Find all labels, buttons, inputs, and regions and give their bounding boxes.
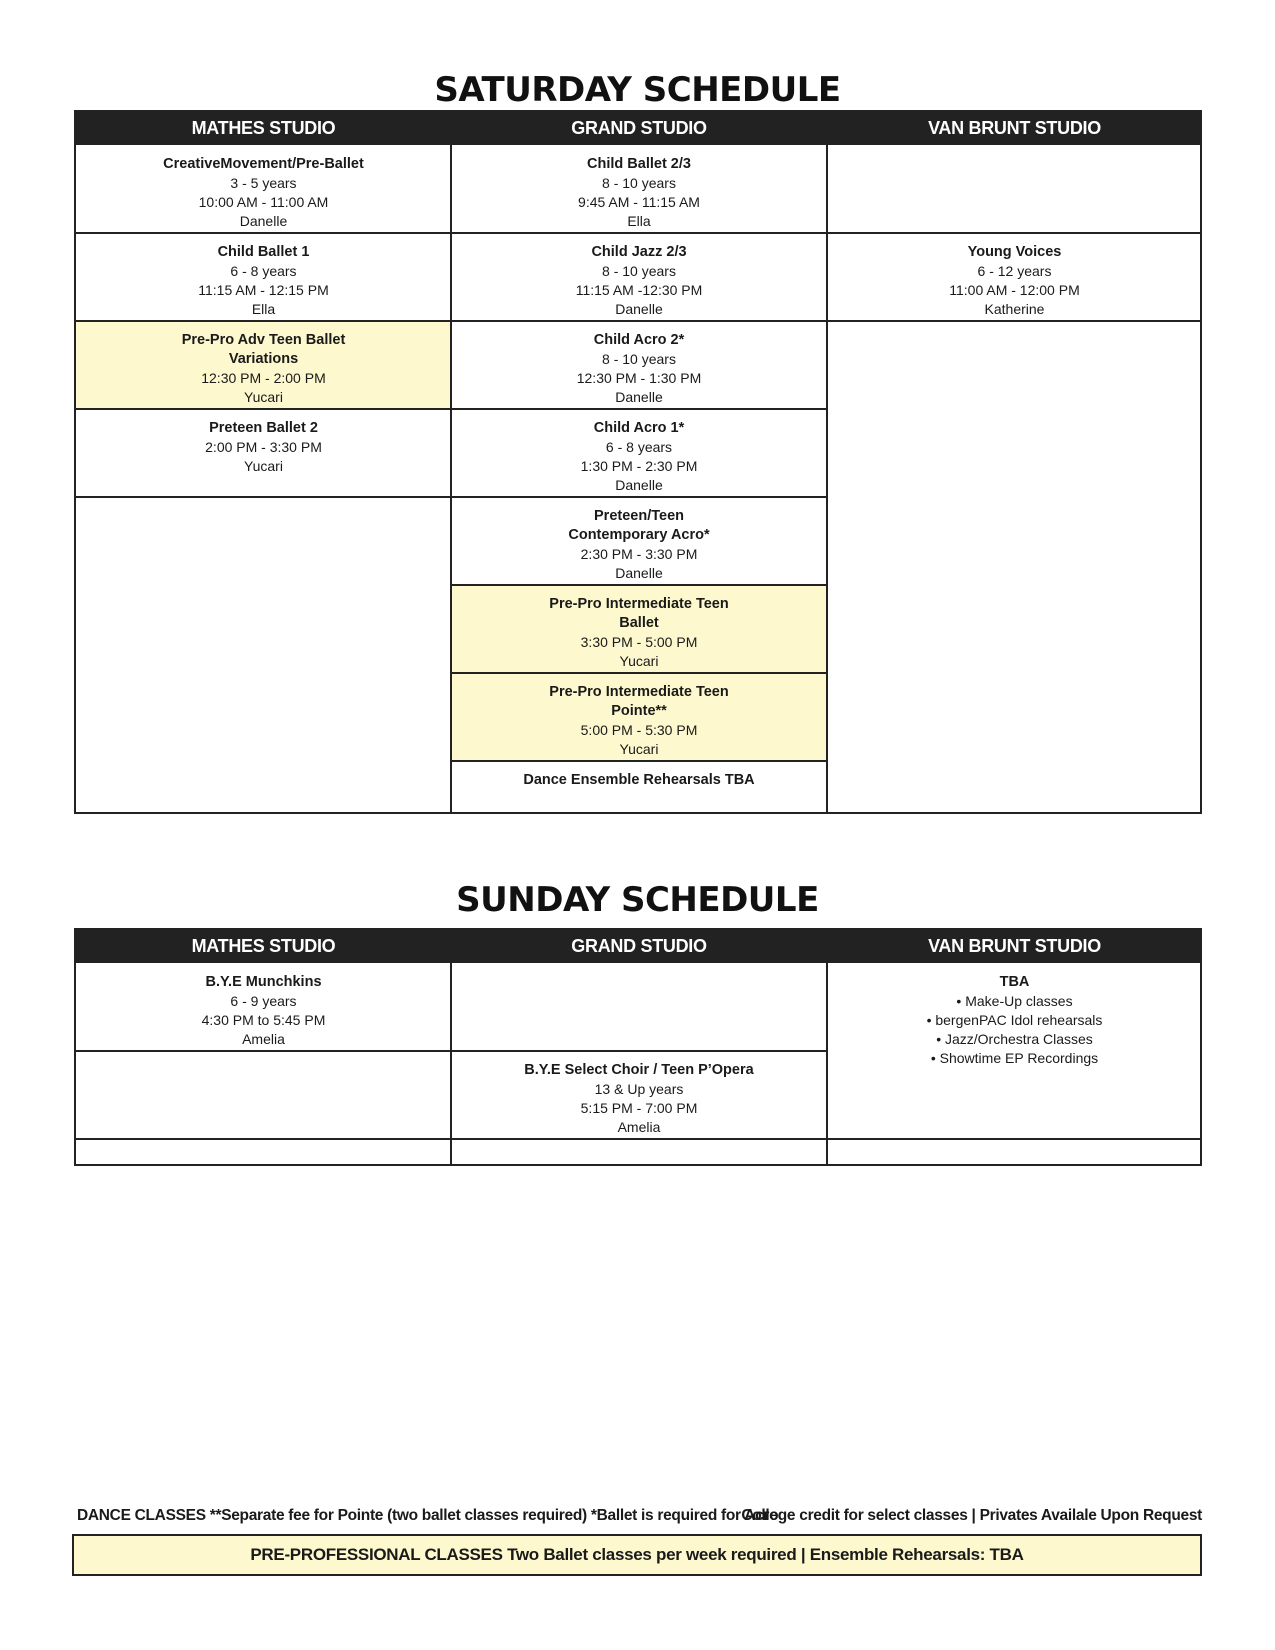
- class-name: TBA: [999, 974, 1030, 990]
- class-time: 5:00 PM - 5:30 PM: [580, 722, 698, 738]
- sunday-header-row: [76, 930, 1200, 963]
- class-slot: [451, 409, 827, 497]
- class-time: 12:30 PM - 1:30 PM: [576, 370, 702, 386]
- sunday-schedule-table: [74, 928, 1202, 1166]
- class-time: 2:00 PM - 3:30 PM: [205, 439, 322, 455]
- class-time: 1:30 PM - 2:30 PM: [580, 458, 698, 474]
- row-divider: [76, 1138, 1202, 1140]
- class-ages: 6 - 12 years: [977, 263, 1052, 279]
- class-instructor: Danelle: [615, 565, 663, 581]
- class-name: Child Ballet 2/3: [587, 156, 691, 172]
- class-ages: 3 - 5 years: [230, 175, 297, 191]
- class-instructor: Ella: [627, 213, 651, 229]
- row-divider: [76, 496, 827, 498]
- class-name: Pre-Pro Intermediate Teen Pointe**: [549, 684, 729, 719]
- class-slot-highlighted: [451, 673, 827, 761]
- class-slot-highlighted: [451, 585, 827, 673]
- class-slot: [76, 409, 451, 497]
- class-instructor: Danelle: [615, 389, 663, 405]
- column-header-grand: GRAND STUDIO: [571, 936, 707, 956]
- column-header-mathes: MATHES STUDIO: [191, 936, 336, 956]
- class-slot: [76, 233, 451, 321]
- class-instructor: Yucari: [619, 741, 659, 757]
- class-name: Dance Ensemble Rehearsals TBA: [523, 772, 755, 788]
- column-divider: [826, 930, 828, 1164]
- class-name: B.Y.E Munchkins: [205, 974, 322, 990]
- column-header-grand: GRAND STUDIO: [571, 118, 707, 138]
- class-name: Preteen Ballet 2: [209, 420, 318, 436]
- class-ages: 6 - 8 years: [230, 263, 297, 279]
- row-divider: [451, 760, 827, 762]
- class-slot: [451, 233, 827, 321]
- class-name: Child Acro 2*: [593, 332, 685, 348]
- class-ages: 8 - 10 years: [602, 175, 676, 191]
- class-time: 4:30 PM to 5:45 PM: [201, 1012, 326, 1028]
- class-detail: • Showtime EP Recordings: [930, 1050, 1099, 1066]
- column-header-van-brunt: VAN BRUNT STUDIO: [928, 936, 1101, 956]
- row-divider: [76, 408, 827, 410]
- class-slot: [827, 233, 1202, 321]
- class-name: Preteen/Teen Contemporary Acro*: [568, 508, 710, 543]
- class-instructor: Danelle: [615, 301, 663, 317]
- column-divider: [826, 112, 828, 812]
- class-name: Child Jazz 2/3: [591, 244, 687, 260]
- class-ages: 6 - 9 years: [230, 993, 297, 1009]
- row-divider: [76, 1050, 827, 1052]
- row-divider: [76, 320, 1202, 322]
- class-slot: [451, 1051, 827, 1139]
- class-instructor: Katherine: [984, 301, 1045, 317]
- saturday-schedule-table: [74, 110, 1202, 814]
- class-detail: • Jazz/Orchestra Classes: [936, 1031, 1093, 1047]
- class-ages: 6 - 8 years: [605, 439, 673, 455]
- class-detail: • bergenPAC Idol rehearsals: [926, 1012, 1103, 1028]
- class-name: Young Voices: [967, 244, 1062, 260]
- class-slot: [76, 145, 451, 233]
- class-ages: 13 & Up years: [594, 1081, 684, 1097]
- class-instructor: Ella: [251, 301, 276, 317]
- class-name: B.Y.E Select Choir / Teen P’Opera: [524, 1062, 754, 1078]
- column-divider: [450, 930, 452, 1164]
- class-ages: 8 - 10 years: [602, 263, 676, 279]
- column-header-mathes: MATHES STUDIO: [191, 118, 336, 138]
- class-name: Pre-Pro Intermediate Teen Ballet: [549, 596, 729, 631]
- class-slot-highlighted: [76, 321, 451, 409]
- class-time: 5:15 PM - 7:00 PM: [580, 1100, 698, 1116]
- class-slot: [827, 963, 1202, 1139]
- class-instructor: Yucari: [244, 389, 283, 405]
- class-name: Pre-Pro Adv Teen Ballet Variations: [181, 332, 346, 367]
- sunday-schedule-title: SUNDAY SCHEDULE: [456, 880, 819, 920]
- row-divider: [76, 232, 1202, 234]
- class-name: CreativeMovement/Pre-Ballet: [163, 156, 364, 172]
- class-name: Child Ballet 1: [217, 244, 310, 260]
- class-time: 9:45 AM - 11:15 AM: [578, 194, 700, 210]
- class-slot: [451, 497, 827, 585]
- class-slot: [451, 145, 827, 233]
- class-time: 11:15 AM - 12:15 PM: [198, 282, 329, 298]
- saturday-header-row: [76, 112, 1200, 145]
- class-detail: • Make-Up classes: [956, 993, 1073, 1009]
- class-time: 11:15 AM -12:30 PM: [575, 282, 703, 298]
- college-credit-note: College credit for select classes | Privates Availale Upon Request: [741, 1507, 1202, 1524]
- class-name: Child Acro 1*: [593, 420, 685, 436]
- class-instructor: Amelia: [242, 1031, 285, 1047]
- row-divider: [451, 584, 827, 586]
- class-instructor: Danelle: [239, 213, 288, 229]
- class-slot: [451, 321, 827, 409]
- class-instructor: Yucari: [244, 458, 283, 474]
- pre-professional-banner: PRE-PROFESSIONAL CLASSES Two Ballet classes per week required | Ensemble Rehearsals: TBA: [72, 1534, 1202, 1576]
- dance-classes-note: DANCE CLASSES **Separate fee for Pointe (two ballet classes required) *Ballet is required for Acro: [77, 1507, 779, 1524]
- class-ages: 8 - 10 years: [602, 351, 676, 367]
- class-instructor: Amelia: [617, 1119, 661, 1135]
- column-divider: [450, 112, 452, 812]
- class-time: 12:30 PM - 2:00 PM: [201, 370, 326, 386]
- class-time: 3:30 PM - 5:00 PM: [580, 634, 698, 650]
- class-instructor: Danelle: [615, 477, 663, 493]
- class-slot: [451, 761, 827, 812]
- class-time: 2:30 PM - 3:30 PM: [580, 546, 698, 562]
- row-divider: [451, 672, 827, 674]
- saturday-schedule-title: SATURDAY SCHEDULE: [434, 70, 841, 110]
- class-time: 10:00 AM - 11:00 AM: [198, 194, 329, 210]
- class-slot: [76, 963, 451, 1051]
- class-time: 11:00 AM - 12:00 PM: [949, 282, 1080, 298]
- column-header-van-brunt: VAN BRUNT STUDIO: [928, 118, 1101, 138]
- class-instructor: Yucari: [619, 653, 659, 669]
